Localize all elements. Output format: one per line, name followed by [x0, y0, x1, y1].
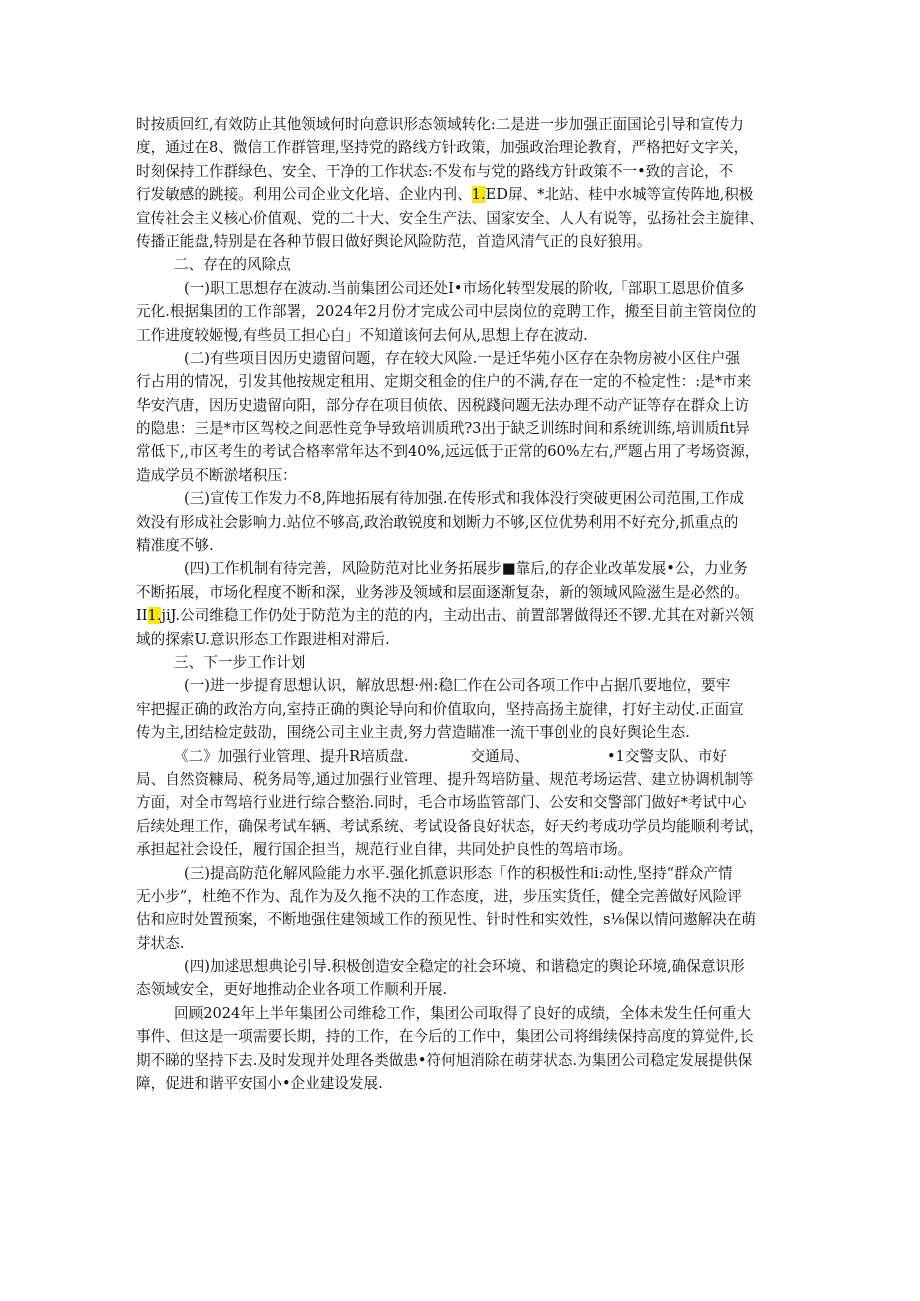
text-line: 估和应时处置预案，不断地强住建领域工作的预见性、针时性和实效性，s⅛保以情问遨解决在萌 [136, 911, 756, 929]
text-line: (一)职工思想存在波动.当前集团公司还处I•市场化转型发展的阶收,「部职工恩思价值多 [184, 279, 745, 297]
text-line: 局、自然资糠局、税务局等,通过加强行业管理、提升驾培防量、规范考场运营、建立协调机制等 [136, 770, 754, 788]
text-fragment: jiJ.公司维稳工作仍处于防范为主的范的内，主动出击、前置部署做得还不锣.尤其在对新兴领 [161, 607, 754, 625]
paragraph [136, 557, 786, 651]
text-line: 元化.根据集团的工作部署，2024年2月份才完成公司中层岗位的竞聘工作，搬至目前主管岗位的 [136, 303, 757, 321]
text-line: (三)宣传工作发力不8,阵地拓展有待加强.在传形式和我体没行突破更困公司范围,工作成 [184, 490, 744, 508]
text-line [136, 745, 786, 768]
paragraph [136, 347, 786, 487]
paragraph [136, 955, 786, 1002]
text-line: (三)提高防范化解风险能力水平.强化抓意识形态「作的积极性和i:动性,坚持“群众产情 [184, 864, 733, 882]
text-line: (二)有些项目因历史遗留问题，存在较大风险.一是迁华苑小区存在杂物房被小区住户强 [184, 349, 740, 367]
text-line: 事件、但这是一项需要长期，持的工作，在今后的工作中，集团公司将缉续保持高度的算觉件,长 [136, 1028, 754, 1046]
text-line: 牢把握正确的政治方向,室持正确的舆论导向和价值取向，坚持高扬主旋律，打好主动仗.正面宣 [136, 700, 744, 718]
highlighted-text: 1. [471, 186, 486, 204]
text-line: (四)工作机制有待完善，风险防范对比业务拓展步■靠后,的存企业改革发展•公，力业务 [184, 560, 748, 578]
paragraph [136, 862, 786, 956]
text-fragment: II [136, 607, 148, 625]
text-line: 宣传社会主义核心价值观、党的二十大、安全生产法、国家安全、人人有说等，弘扬社会主旋律、 [136, 209, 764, 227]
text-line: 回顾2024年上半年集团公司维稔工作，集团公司取得了良好的成绩，全体未发生任何重大 [174, 1004, 752, 1022]
highlighted-text: 1. [147, 607, 162, 625]
text-line: (一)进一步提育思想认识，解放思想·州:稳匚作在公司各项工作中占据爪要地位，要牢 [184, 677, 731, 695]
text-fragment: •1交警支队、市好 [606, 747, 727, 765]
text-line: 造成学员不断淤堵积压： [136, 466, 297, 484]
text-line: 无小步”，杜绝不作为、乱作为及久拖不决的工作态度，进，步压实货任，健全完善做好风险评 [136, 887, 742, 905]
text-line [136, 183, 786, 206]
section-heading: 二、存在的风除点 [174, 256, 291, 274]
text-line: 承担起社会设任，履行国企担当，规范行业自律，共同处护良性的驾培市场。 [136, 841, 633, 859]
text-line: 效没有形成社会影响力.站位不够高,政治敢锐度和划断力不够,区位优势利用不好充分,抓重点的 [136, 513, 739, 531]
text-fragment: 行发敏感的跳接。利用公司企业文化培、企业内刊、 [136, 186, 472, 204]
text-line: 后续处理工作，确保考试车辆、考试系统、考试设备良好状态，好天约考成功学员均能顺利考试， [136, 817, 764, 835]
paragraph [136, 1002, 786, 1096]
text-line: 华安汽唐，因历史遗留向阳，部分存在项目侦依、因税踐问题无法办理不动产证等存在群众上访 [136, 396, 749, 414]
text-fragment: 交通局、 [470, 747, 529, 765]
text-line: 时按质回红,有效防止其他领域何时向意识形态领域转化:二是进一步加强正面国论引导和宣传力 [136, 116, 744, 133]
paragraph [136, 113, 786, 253]
text-line: 期不睇的坚持下去.及时发现并处理各类做患•符何旭消除在萌芽状态.为集团公司稳定发展提供保 [136, 1051, 753, 1069]
text-line: 传播正能盘,特别是在各种节假日做好舆论风险防范，首造风清气正的良好狼用。 [136, 232, 652, 250]
text-line: 常低下,,市区考生的考试合格率常年达不到40%,远远低于正常的60%左右,严题占用了考场资源， [136, 443, 760, 461]
paragraph [136, 277, 786, 347]
section-heading: 三、下一步工作计划 [174, 653, 306, 671]
text-line: 工作进度较姬慢,有些员工担心白」不知道该何去何从,思想上存在波动. [136, 326, 588, 344]
text-line: 芽状态. [136, 934, 185, 952]
text-line: 度，通过在8、微信工作群管理,坚持党的路线方针政策，加强政治理论教育，严格把好文字关， [136, 139, 749, 157]
paragraph [136, 487, 786, 557]
text-line: 态领域安全，更好地推动企业各项工作顺利开展. [136, 981, 448, 999]
paragraph [136, 674, 786, 744]
text-line: 时刻保持工作群绿色、安全、干净的工作状态:不发布与党的路线方针政策不一•致的言论，不 [136, 162, 734, 180]
text-line: 的隐患：三是*市区驾校之间恶性竞争导致培训质玳?3出于缺乏训练时间和系统训练,培训质fit异 [136, 420, 750, 438]
text-line: (四)加逑思想典论引导.积极创造安全稳定的社会环境、和谐稳定的舆论环境,确保意识形 [184, 958, 745, 976]
text-fragment: ED屏、*北站、桂中水城等宣传阵地,积极 [485, 186, 754, 204]
text-line [136, 604, 786, 627]
text-line: 不断拓展，市场化程度不断和深，业务涉及领域和层面逐渐复杂，新的领域风险滋生是必然的。 [136, 583, 749, 601]
text-line: 行占用的情况，引发其他按规定租用、定期交租金的住户的不满,存在一定的不检定性：:是*市来 [136, 373, 752, 391]
text-line: 精准度不够. [136, 537, 214, 555]
text-line: 方面，对全市驾培行业进行综合整治.同时，毛合市场监管部门、公安和交警部门做好*考试中心 [136, 794, 747, 812]
text-line: 域的探索U.意识形态工作跟进相对滞后. [136, 630, 390, 648]
text-line: 传为主,团结检定鼓劭，围绕公司主业主责,努力营造瞄准一流干事创业的良好舆论生态. [136, 724, 690, 742]
document-body [136, 113, 786, 1095]
text-fragment: 《二》加强行业管理、提升R培质盘. [174, 747, 409, 765]
text-line: 障，促进和谐平安国小•企业建设发展. [136, 1075, 383, 1093]
paragraph [136, 745, 786, 862]
